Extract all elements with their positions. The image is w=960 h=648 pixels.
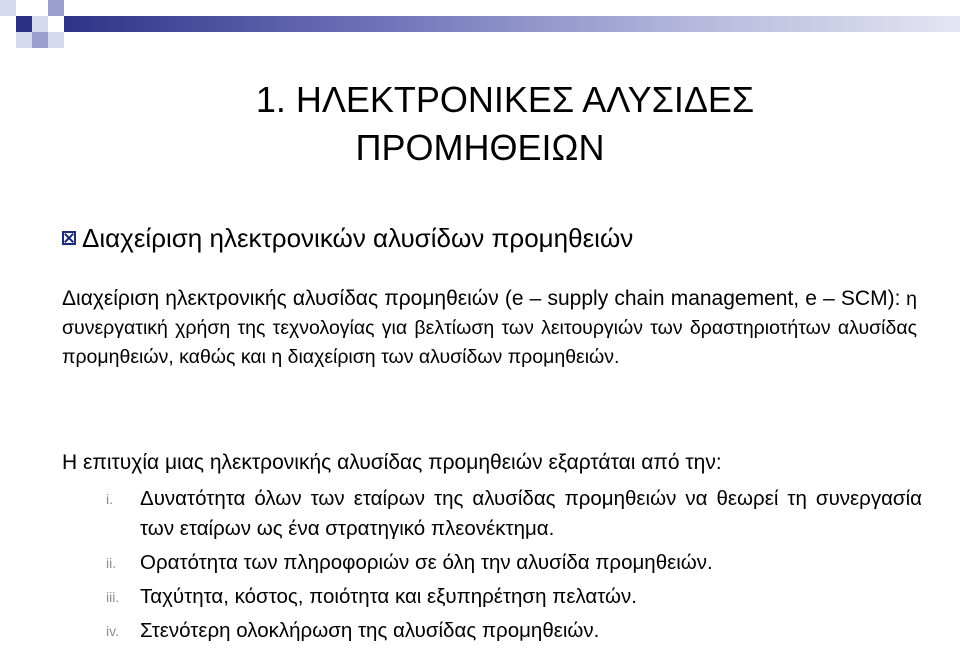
list-item-text: Ταχύτητα, κόστος, ποιότητα και εξυπηρέτηση πελατών. bbox=[140, 585, 638, 608]
list-item-text: Ορατότητα των πληροφοριών σε όλη την αλυσίδα προμηθειών. bbox=[140, 551, 713, 574]
definition-term: Διαχείριση ηλεκτρονικής αλυσίδας προμηθειών (e – supply chain management, e – SCM): bbox=[62, 287, 901, 310]
lead-sentence: Η επιτυχία μιας ηλεκτρονικής αλυσίδας προμηθειών εξαρτάται από την: bbox=[62, 451, 722, 474]
list-item bbox=[62, 484, 922, 544]
deco-square bbox=[48, 0, 64, 16]
list-item bbox=[62, 582, 922, 612]
title-line-2: ΠΡΟΜΗΘΕΙΩΝ bbox=[355, 127, 605, 168]
list-number: i. bbox=[106, 491, 113, 507]
deco-square bbox=[16, 16, 32, 32]
checkbox-x-icon bbox=[62, 231, 76, 245]
deco-square bbox=[32, 16, 48, 32]
bullet-heading bbox=[62, 222, 633, 254]
numbered-list bbox=[62, 484, 922, 646]
definition-body: η συνεργατική χρήση της τεχνολογίας για βελτίωση των λειτουργιών των δραστηριοτήτων αλυσίδας προμηθειών, καθώς και η διαχείριση των αλυσίδων προμηθειών. bbox=[62, 288, 917, 368]
definition-paragraph bbox=[62, 284, 917, 372]
list-number: iii. bbox=[106, 589, 120, 605]
header-gradient-bar bbox=[64, 16, 960, 32]
list-item-text: Δυνατότητα όλων των εταίρων της αλυσίδας προμηθειών να θεωρεί τη συνεργασία των εταίρων ως ένα στρατηγικό πλεονέκτημα. bbox=[140, 487, 922, 540]
deco-square bbox=[48, 32, 64, 48]
list-item bbox=[62, 548, 922, 578]
list-item bbox=[62, 616, 922, 646]
header-decoration bbox=[0, 0, 960, 56]
deco-square bbox=[0, 0, 16, 16]
list-number: iv. bbox=[106, 623, 119, 639]
deco-square bbox=[16, 32, 32, 48]
bullet-heading-text: Διαχείριση ηλεκτρονικών αλυσίδων προμηθειών bbox=[82, 223, 634, 253]
deco-square bbox=[32, 32, 48, 48]
list-number: ii. bbox=[106, 555, 117, 571]
slide-title bbox=[0, 76, 960, 172]
title-line-1: 1. ΗΛΕΚΤΡΟΝΙΚΕΣ ΑΛΥΣΙΔΕΣ bbox=[255, 79, 755, 120]
list-item-text: Στενότερη ολοκλήρωση της αλυσίδας προμηθειών. bbox=[140, 619, 600, 642]
